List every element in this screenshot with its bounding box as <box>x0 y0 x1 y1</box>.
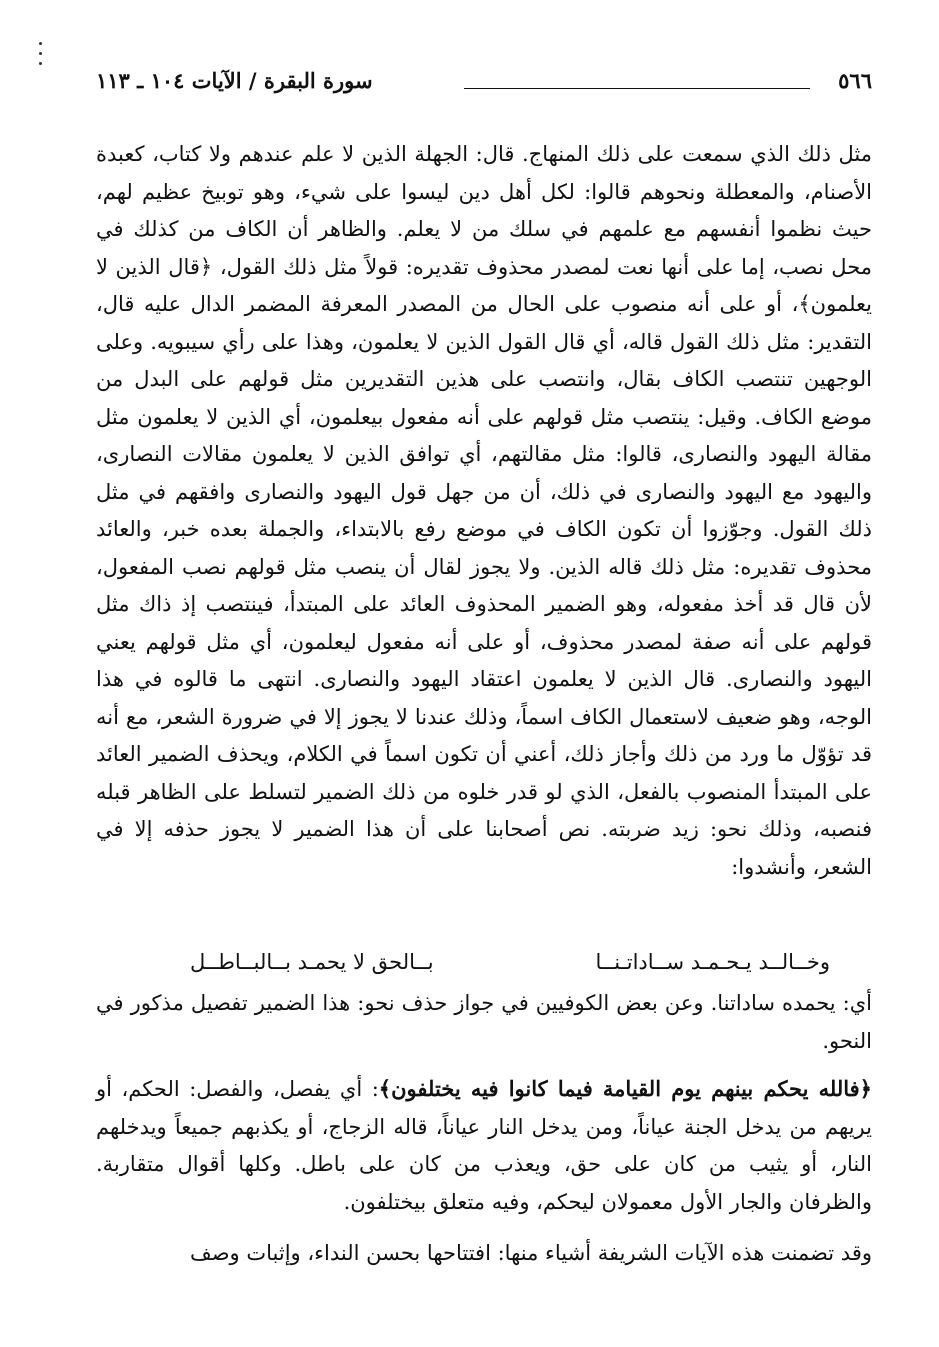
page-number: ٥٦٦ <box>838 68 872 93</box>
verse-first-hemistich: وخــالــد يـحـمـد ســاداتـنــا <box>595 950 830 974</box>
poetry-verse <box>190 950 830 974</box>
paragraph-4: وقد تضمنت هذه الآيات الشريفة أشياء منها: افتتاحها بحسن النداء، وإثبات وصف <box>189 1241 872 1265</box>
quran-verse: ﴿فالله يحكم بينهم يوم القيامة فيما كانوا فيه يختلفون﴾ <box>378 1076 872 1101</box>
margin-dot <box>39 52 42 55</box>
running-header <box>96 68 872 102</box>
paragraph-2: أي: يحمده ساداتنا. وعن بعض الكوفيين في جواز حذف نحو: هذا الضمير تفصيل مذكور في النحو. <box>96 991 872 1053</box>
paragraph-1: مثل ذلك الذي سمعت على ذلك المنهاج. قال: الجهلة الذين لا علم عندهم ولا كتاب، كعبدة الأصنام، والمعطلة ونحوهم قالوا: لكل أهل دين ليسوا على شيء، وهو توبيخ عظيم لهم، حيث نظموا أنفسهم مع علمهم في سلك من لا يعلم. والظاهر أن الكاف من كذلك في محل نصب، إما على أنها نعت لمصدر محذوف تقديره: قولاً مثل ذلك القول، ﴿قال الذين لا يعلمون﴾، أو على أنه منصوب على الحال من المصدر المعرفة المضمر الدال عليه قال، التقدير: مثل ذلك القول قاله، أي قال القول الذين لا يعلمون، وهذا على رأي سيبويه. وعلى الوجهين تنتصب الكاف بقال، وانتصب على هذين التقديرين مثل قولهم على البدل من موضع الكاف. وقيل: ينتصب مثل قولهم على أنه مفعول بيعلمون، أي الذين لا يعلمون مثل مقالة اليهود والنصارى، قالوا: مثل مقالتهم، أي توافق الذين لا يعلمون مقالات النصارى، واليهود مع اليهود والنصارى في ذلك، أن من جهل قول اليهود والنصارى وافقهم في مثل ذلك القول. وجوّزوا أن تكون الكاف في موضع رفع بالابتداء، والجملة بعده خبر، والعائد محذوف تقديره: مثل ذلك قاله الذين. ولا يجوز لقال أن ينصب مثل قولهم نصب المفعول، لأن قال قد أخذ مفعوله، وهو الضمير المحذوف العائد على المبتدأ، فينتصب إذ ذاك مثل قولهم على أنه صفة لمصدر محذوف، أو على أنه مفعول ليعلمون، أي مثل قولهم يعني اليهود والنصارى. قال الذين لا يعلمون اعتقاد اليهود والنصارى. انتهى ما قالوه في هذا الوجه، وهو ضعيف لاستعمال الكاف اسماً، وذلك عندنا لا يجوز إلا في ضرورة الشعر، مع أنه قد تؤوّل ما ورد من ذلك وأجاز ذلك، أعني أن تكون اسماً في الكلام، ويحذف الضمير العائد على المبتدأ المنصوب بالفعل، الذي لو قدر خلوه من ذلك الضمير لتسلط على الظاهر قبله فنصبه، وذلك نحو: زيد ضربته. نص أصحابنا على أن هذا الضمير لا يجوز حذفه إلا في الشعر، وأنشدوا: <box>96 142 872 879</box>
verse-second-hemistich: بــالحق لا يحمـد بــالبــاطــل <box>190 950 434 974</box>
running-title: سورة البقرة / الآيات ١٠٤ ـ ١١٣ <box>96 68 373 93</box>
margin-dot <box>39 42 42 45</box>
header-rule <box>464 88 810 89</box>
continuation-text <box>96 985 872 1273</box>
margin-dot <box>39 62 42 65</box>
main-text <box>96 136 872 886</box>
margin-marks <box>38 42 44 82</box>
paragraph-3 <box>96 1070 872 1221</box>
paragraph-3-text: : أي يفصل، والفصل: الحكم، أو يريهم من يدخل الجنة عياناً، ومن يدخل النار عياناً، قاله الزجاج، أو يكذبهم جميعاً ويدخلهم النار، أو يثيب من كان على حق، ويعذب من كان على باطل. وكلها أقوال متقاربة. والظرفان والجار الأول معمولان ليحكم، وفيه متعلق بيختلفون. <box>96 1077 872 1214</box>
